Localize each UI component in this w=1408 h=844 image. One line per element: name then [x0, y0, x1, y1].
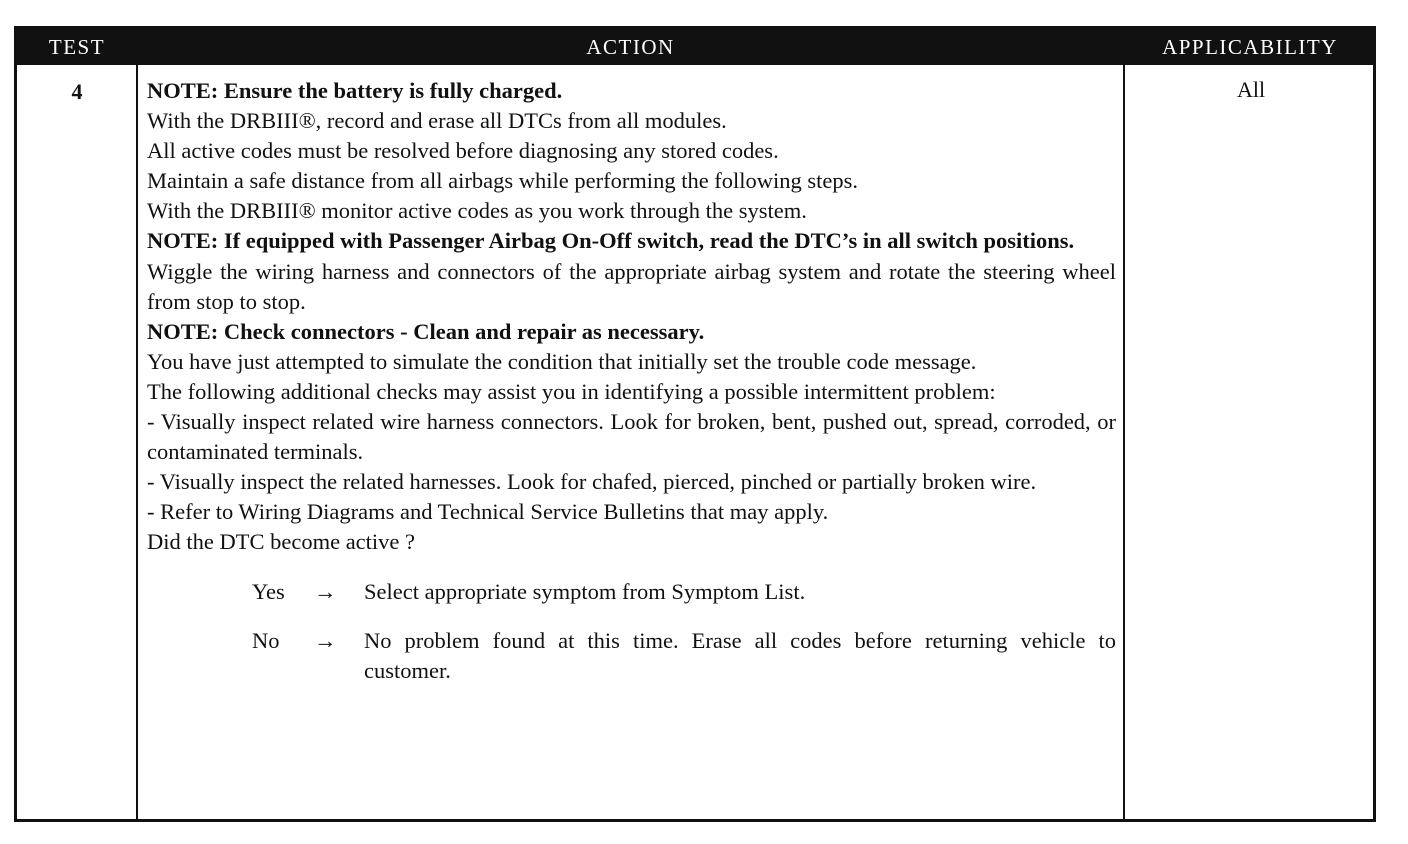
action-note-connectors: NOTE: Check connectors - Clean and repair as necessary. — [147, 318, 705, 344]
header-test: TEST — [48, 35, 106, 59]
action-line-inspect-connectors: - Visually inspect related wire harness connectors. Look for broken, bent, pushed out, spread, corroded, or contaminated terminals. — [147, 409, 1116, 465]
header-applicability: APPLICABILITY — [1162, 35, 1338, 59]
test-number: 4 — [71, 79, 83, 104]
diagnostic-test-table — [14, 26, 1376, 822]
applicability-value: All — [1236, 77, 1266, 102]
right-arrow-icon: → — [314, 578, 337, 604]
choice-yes-result: Select appropriate symptom from Symptom List. — [364, 578, 806, 604]
column-divider-applicability — [1123, 65, 1125, 819]
action-line-simulate: You have just attempted to simulate the condition that initially set the trouble code message. — [147, 348, 977, 374]
action-line-safe-distance: Maintain a safe distance from all airbags while performing the following steps. — [147, 168, 859, 194]
header-action: ACTION — [586, 35, 675, 59]
action-question: Did the DTC become active ? — [147, 529, 416, 555]
table-header — [17, 29, 1373, 65]
action-line-additional-checks: The following additional checks may assist you in identifying a possible intermittent problem: — [147, 378, 996, 404]
choice-no — [252, 626, 1116, 686]
choice-no-label: No — [252, 627, 280, 653]
column-divider-test — [136, 65, 138, 819]
action-cell — [147, 76, 1116, 686]
action-line-monitor: With the DRBIII® monitor active codes as you work through the system. — [147, 198, 807, 224]
action-line-inspect-harnesses: - Visually inspect the related harnesses. Look for chafed, pierced, pinched or partially broken wire. — [147, 469, 1037, 495]
action-line-record-erase: With the DRBIII®, record and erase all DTCs from all modules. — [147, 108, 727, 134]
action-note-battery: NOTE: Ensure the battery is fully charged. — [147, 78, 563, 103]
action-line-wiggle: Wiggle the wiring harness and connectors of the appropriate airbag system and rotate the steering wheel from stop to stop. — [147, 258, 1116, 314]
choice-yes — [252, 577, 1116, 607]
action-line-active-codes: All active codes must be resolved before diagnosing any stored codes. — [147, 138, 779, 164]
choice-yes-label: Yes — [252, 578, 285, 604]
action-note-switch: NOTE: If equipped with Passenger Airbag On-Off switch, read the DTC’s in all switch positions. — [147, 228, 1075, 254]
right-arrow-icon: → — [314, 627, 337, 653]
action-line-refer-diagrams: - Refer to Wiring Diagrams and Technical Service Bulletins that may apply. — [147, 499, 829, 525]
choice-no-result: No problem found at this time. Erase all codes before returning vehicle to customer. — [364, 627, 1116, 683]
